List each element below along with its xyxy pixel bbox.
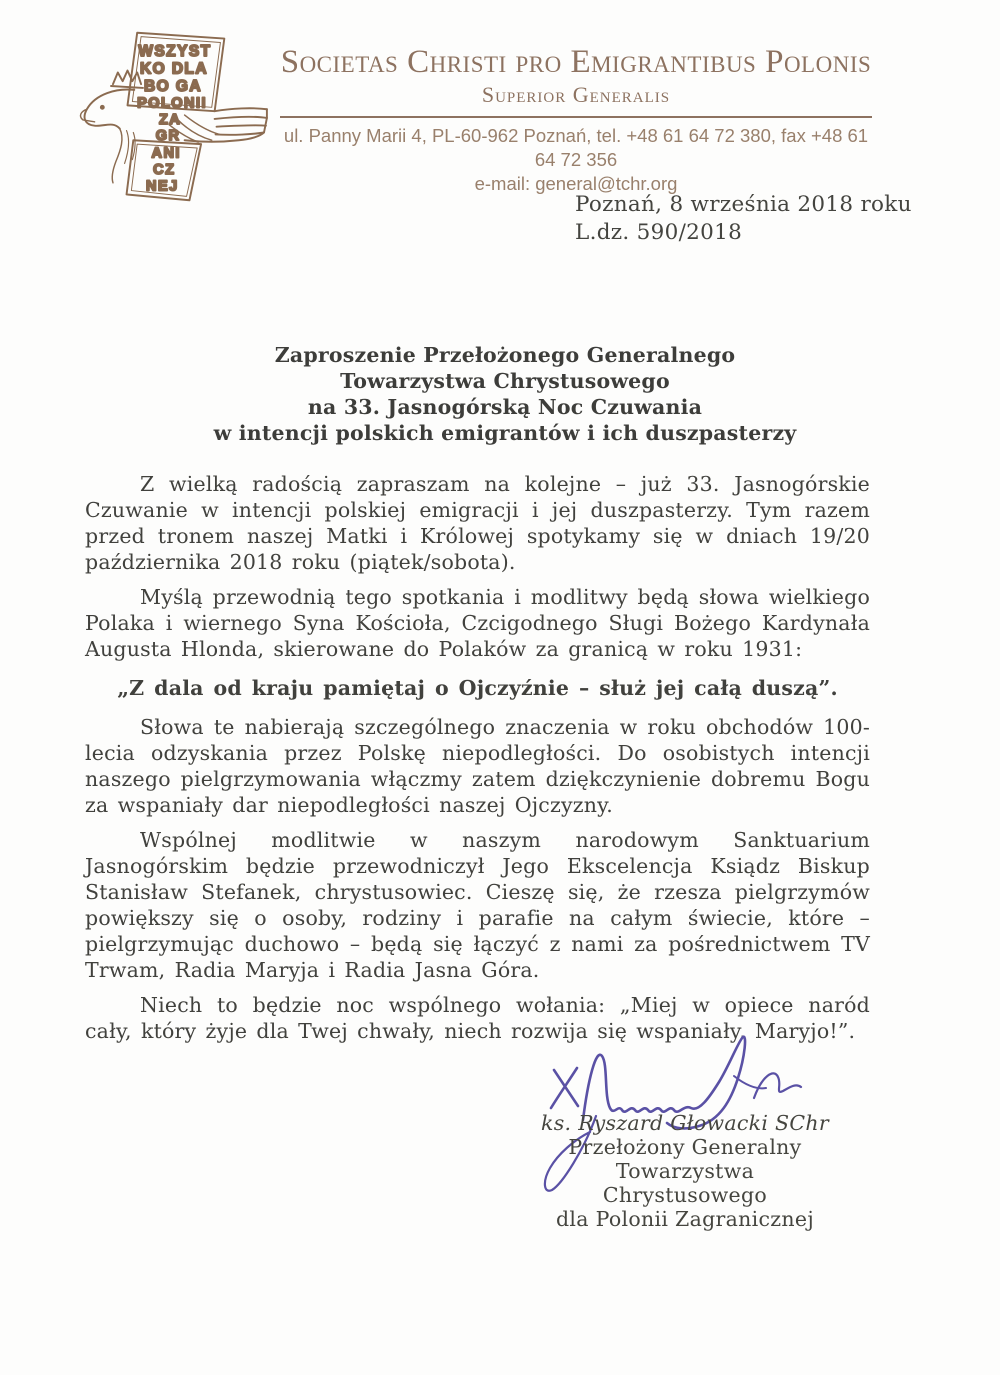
emblem-line-5: ZA <box>158 111 182 128</box>
signature-block <box>535 1111 835 1231</box>
emblem-line-6: GR <box>155 128 181 145</box>
signatory-title-2: Towarzystwa Chrystusowego <box>602 1159 768 1207</box>
title-line-4: w intencji polskich emigrantów i ich duszpasterzy <box>213 421 797 445</box>
signatory-name: ks. Ryszard Głowacki SChr <box>541 1111 829 1135</box>
emblem-line-8: CZ <box>153 162 176 179</box>
reference-number: L.dz. 590/2018 <box>575 220 743 245</box>
emblem-line-4: POLONII <box>137 95 207 112</box>
signatory-title-1: Przełożony Generalny <box>568 1135 802 1159</box>
paragraph-3: Słowa te nabierają szczególnego znaczenia w roku obchodów 100-lecia odzyskania przez Polskę niepodległości. Do osobistych intencji naszego pielgrzymowania włączmy zatem dziękczynienie dobremu Bogu za wspaniały dar niepodległości naszej Ojczyzny. <box>85 715 870 817</box>
date-line: Poznań, 8 września 2018 roku <box>575 192 912 217</box>
motto-quote: „Z dala od kraju pamiętaj o Ojczyźnie – służ jej całą duszą”. <box>117 676 838 700</box>
org-subtitle: Superior Generalis <box>481 81 671 107</box>
title-line-3: na 33. Jasnogórską Noc Czuwania <box>307 395 703 419</box>
signatory-title-3: dla Polonii Zagranicznej <box>556 1207 814 1231</box>
letter-body <box>85 462 870 1044</box>
emblem-line-2: KO DLA <box>139 60 208 78</box>
org-address: ul. Panny Marii 4, PL-60-962 Poznań, tel. +48 61 64 72 380, fax +48 61 64 72 356 <box>283 124 869 170</box>
title-line-2: Towarzystwa Chrystusowego <box>340 369 670 393</box>
date-block <box>575 191 912 247</box>
emblem-line-1: WSZYST <box>138 43 212 61</box>
emblem-line-7: ANI <box>151 145 181 162</box>
letter-title <box>85 342 870 446</box>
emblem-line-9: NEJ <box>146 178 179 195</box>
society-emblem <box>76 26 270 208</box>
org-name: Societas Christi pro Emigrantibus Polonis <box>280 44 872 80</box>
society-of-christ-emblem-icon <box>76 26 270 208</box>
emblem-line-3: BO GA <box>144 77 202 95</box>
org-email: e-mail: general@tchr.org <box>474 172 678 194</box>
letterhead <box>280 44 872 196</box>
paragraph-5: Niech to będzie noc wspólnego wołania: „Miej w opiece naród cały, który żyje dla Twej chwały, niech rozwija się wspaniały, Maryjo!”. <box>85 993 870 1043</box>
title-line-1: Zaproszenie Przełożonego Generalnego <box>274 343 736 367</box>
paragraph-2: Myślą przewodnią tego spotkania i modlitwy będą słowa wielkiego Polaka i wiernego Syna Kościoła, Czcigodnego Sługi Bożego Kardynała Augusta Hlonda, skierowane do Polaków za granicą w roku 1931: <box>85 585 870 661</box>
paragraph-4: Wspólnej modlitwie w naszym narodowym Sanktuarium Jasnogórskim będzie przewodniczył Jego Ekscelencja Ksiądz Biskup Stanisław Stefanek, chrystusowiec. Cieszę się, że rzesza pielgrzymów powiększy się o osoby, rodziny i parafie na całym świecie, które – pielgrzymując duchowo – będą się łączyć z nami za pośrednictwem TV Trwam, Radia Maryja i Radia Jasna Góra. <box>85 828 870 982</box>
letterhead-divider <box>280 116 872 118</box>
paragraph-1: Z wielką radością zapraszam na kolejne – już 33. Jasnogórskie Czuwanie w intencji polskiej emigracji i jej duszpasterzy. Tym razem przed tronem naszej Matki i Królowej spotykamy się w dniach 19/20 października 2018 roku (piątek/sobota). <box>85 472 870 574</box>
